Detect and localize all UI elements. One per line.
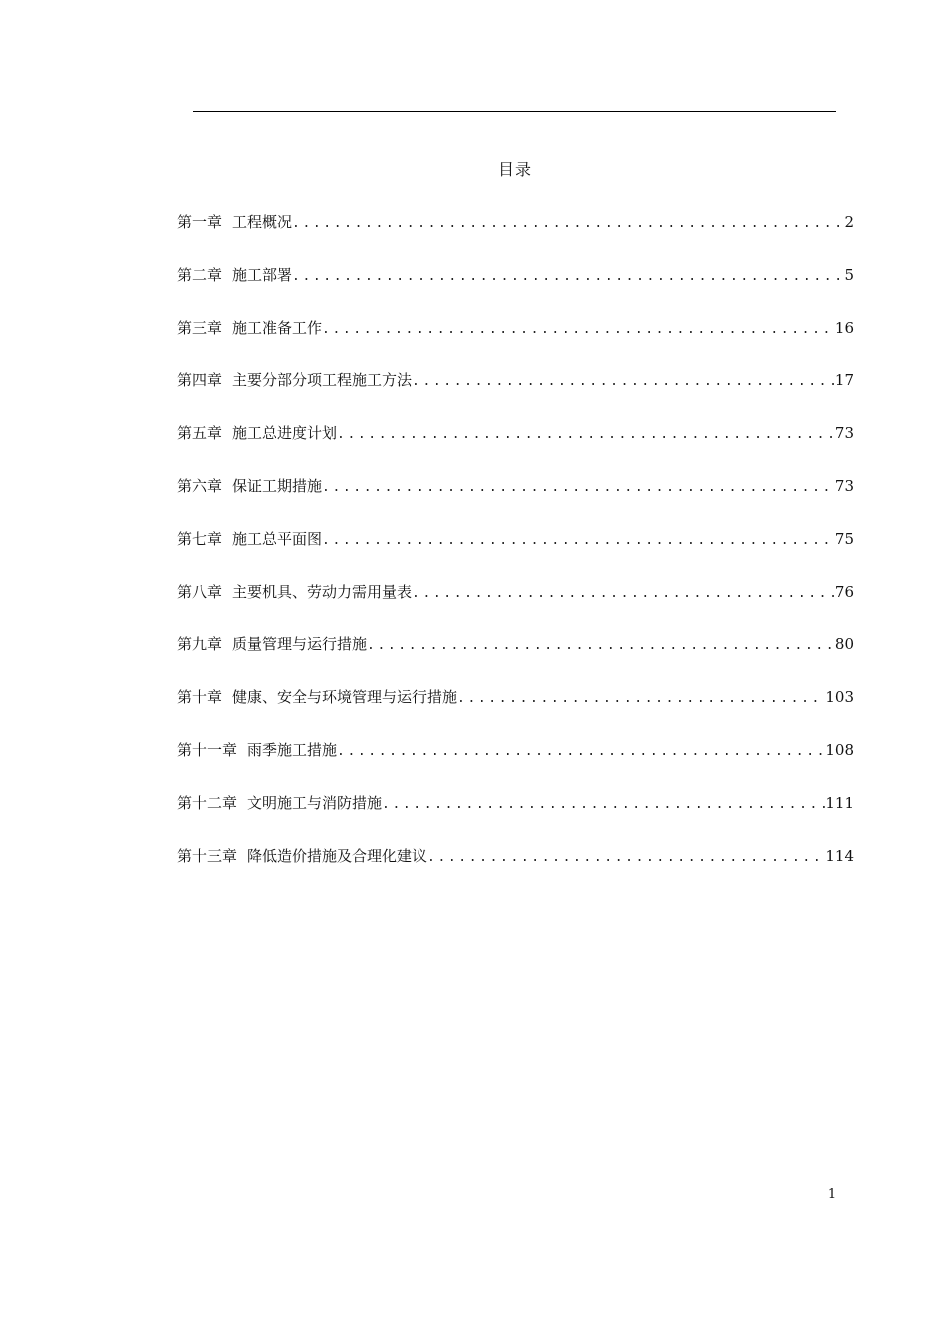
toc-page-number: 73 [834,424,854,443]
toc-entry-title: 雨季施工措施 [247,740,338,759]
toc-page-number: 103 [825,688,854,707]
toc-page-number: 16 [834,318,854,337]
toc-entry-title: 施工部署 [232,265,293,284]
toc-chapter: 第六章 [177,476,223,495]
toc-chapter: 第二章 [177,265,223,284]
toc-dot-leader [382,794,825,816]
toc-chapter: 第一章 [177,213,223,231]
toc-page-number: 2 [844,213,854,231]
toc-chapter: 第三章 [177,318,223,337]
toc-entry[interactable] [177,264,854,317]
toc-page-number: 111 [825,793,854,812]
toc-page-number: 17 [834,371,854,390]
toc-dot-leader [337,424,835,446]
toc-page-number: 80 [834,635,854,654]
toc-entry[interactable] [177,422,854,475]
toc-dot-leader [412,583,835,605]
toc-entry[interactable] [177,369,854,422]
toc-chapter: 第九章 [177,635,223,654]
toc-chapter: 第七章 [177,529,223,548]
toc-entry-title: 施工总平面图 [232,529,323,548]
toc-entry[interactable] [177,633,854,686]
toc-entry-title: 文明施工与消防措施 [247,793,383,812]
toc-entry-title: 健康、安全与环境管理与运行措施 [232,688,458,707]
toc-entry-title: 保证工期措施 [232,476,323,495]
toc-entry-title: 主要分部分项工程施工方法 [232,371,413,390]
toc-entry-title: 工程概况 [232,213,293,231]
toc-entry[interactable] [177,581,854,634]
toc-entry-title: 降低造价措施及合理化建议 [247,846,428,865]
toc-entry-title: 主要机具、劳动力需用量表 [232,582,413,601]
toc-page-number: 76 [834,582,854,601]
toc-entry[interactable] [177,475,854,528]
toc-entry-title: 质量管理与运行措施 [232,635,368,654]
toc-dot-leader [427,847,825,869]
toc-chapter: 第四章 [177,371,223,390]
toc-chapter: 第十三章 [177,846,238,865]
toc-dot-leader [412,371,835,393]
header-rule [193,111,836,112]
table-of-contents [177,211,854,897]
toc-entry[interactable] [177,686,854,739]
toc-entry[interactable] [177,845,854,898]
toc-page-number: 114 [825,846,854,865]
toc-chapter: 第五章 [177,424,223,443]
toc-entry-title: 施工准备工作 [232,318,323,337]
toc-page-number: 73 [834,476,854,495]
toc-dot-leader [322,530,835,552]
toc-page-number: 75 [834,529,854,548]
toc-dot-leader [292,266,844,288]
toc-title: 目录 [497,160,532,179]
toc-chapter: 第十一章 [177,740,238,759]
toc-entry-title: 施工总进度计划 [232,424,338,443]
toc-entry[interactable] [177,528,854,581]
page-number: 1 [827,1187,837,1202]
toc-dot-leader [457,688,825,710]
toc-entry[interactable] [177,792,854,845]
toc-chapter: 第八章 [177,582,223,601]
toc-dot-leader [292,213,844,235]
toc-dot-leader [367,635,835,657]
toc-dot-leader [322,319,835,341]
toc-chapter: 第十二章 [177,793,238,812]
toc-entry[interactable] [177,317,854,370]
toc-dot-leader [337,741,825,763]
toc-entry[interactable] [177,211,854,264]
toc-chapter: 第十章 [177,688,223,707]
toc-page-number: 5 [844,265,854,284]
toc-entry[interactable] [177,739,854,792]
toc-dot-leader [322,477,835,499]
toc-page-number: 108 [825,740,854,759]
